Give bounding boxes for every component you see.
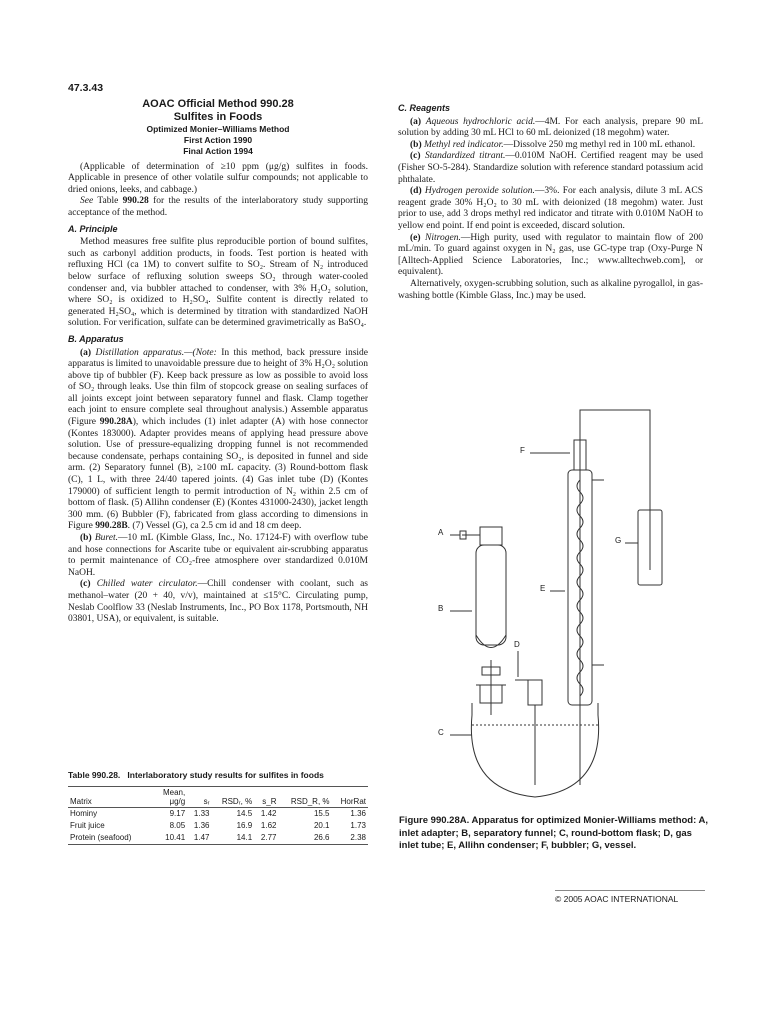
reagent-d: (d) Hydrogen peroxide solution.—3%. For each analysis, dilute 3 mL ACS reagent grade 30% H₂O₂ to 30 mL with deionized (18 megohm) water. Just prior to use, add 3 drops methyl red indicator and titrate with 0.010M NaOH to yellow end point. If end point is exceeded, discard solution.: [398, 186, 704, 231]
table-cell: 16.9: [236, 820, 253, 830]
table-cell: 9.17: [169, 808, 186, 818]
see-table-paragraph: See Table 990.28 for the results of the interlaboratory study supporting acceptance of the method.: [68, 196, 368, 218]
table-cell: 20.1: [313, 820, 330, 830]
apparatus-drawing: [410, 385, 710, 810]
table-caption: Table 990.28. Interlaboratory study results for sulfites in foods: [68, 770, 324, 780]
table-cell: 1.42: [260, 808, 277, 818]
first-action: First Action 1990: [183, 134, 253, 145]
table-cell: 26.6: [313, 832, 330, 842]
table-row: [68, 832, 368, 845]
table-cell: 10.41: [165, 832, 186, 842]
reagent-c: (c) Standardized titrant.—0.010M NaOH. Certified reagent may be used (Fisher SO-5-284). Standardize solution with reference standard potassium acid phthalate.: [398, 151, 704, 185]
table-cell: 2.77: [260, 832, 277, 842]
method-subject: Sulfites in Foods: [173, 110, 263, 123]
table-cell: 8.05: [169, 820, 186, 830]
table-header: Mean, μg/g: [162, 787, 186, 806]
table-cell: Fruit juice: [70, 820, 105, 830]
table-cell: Protein (seafood): [70, 832, 132, 842]
table-cell: 15.5: [313, 808, 330, 818]
principle-heading: A. Principle: [68, 223, 118, 234]
table-header: RSDᵣ, %: [221, 796, 253, 806]
leader-lines: [450, 453, 638, 735]
method-number: 47.3.43: [68, 82, 104, 94]
copyright: © 2005 AOAC INTERNATIONAL: [555, 894, 679, 904]
method-subtitle: Optimized Monier–Williams Method: [146, 123, 290, 134]
label-e: E: [540, 584, 546, 593]
table-cell: 14.1: [236, 832, 253, 842]
figure-caption: Figure 990.28A. Apparatus for optimized Monier-Williams method: A, inlet adapter; B, separatory funnel; C, round-bottom flask; D, gas inlet tube; E, Allihn condenser; F, bubbler; G, vessel.: [399, 815, 709, 851]
table-header: HorRat: [340, 796, 366, 806]
table-cell: 1.47: [193, 832, 210, 842]
left-column: [68, 83, 368, 626]
table-header-row: [68, 786, 368, 807]
table-row: [68, 807, 368, 820]
table-cell: Hominy: [70, 808, 98, 818]
apparatus-figure: [410, 385, 710, 810]
method-title: AOAC Official Method 990.28: [142, 97, 294, 110]
table-cell: 2.38: [350, 832, 366, 842]
bubbler: [574, 410, 650, 515]
table-header: sᵣ: [203, 796, 210, 806]
reagent-e: (e) Nitrogen.—High purity, used with regulator to maintain flow of 200 mL/min. To guard against oxygen in N₂ gas, use GC-type trap (Oxy-Purge N [Alltech-Applied Science Laboratories, Inc.; www.alltechweb.com], or equivalent).: [398, 232, 704, 278]
table-cell: 1.36: [350, 808, 366, 818]
table-header: Matrix: [70, 796, 92, 806]
final-action: Final Action 1994: [183, 145, 253, 156]
apparatus-a: (a) Distillation apparatus.—(Note: In this method, back pressure inside apparatus is limited to unavoidable pressure due to height of 3% H₂O₂ solution above tip of bubbler (F). Keep back pressure as low as possible to avoid loss of SO₂ through leaks. Use thin film of stopcock grease on sealing surfaces of all joints except joint between separatory funnel and flask. Clamp together each joint to ensure complete seal throughout analysis.) Assemble apparatus (Figure 990.28A), which includes (1) inlet adapter (A) with hose connector (Kontes 183000). Adapter provides means of applying head pressure above solution. Use of pressure-equalizing dropping funnel is not recommended because condensate, perhaps containing SO₂, is deposited in funnel and side arm. (2) Separatory funnel (B), ≥100 mL capacity. (3) Round-bottom flask (C), 1 L, with three 24/40 tapered joints. (4) Gas inlet tube (D) (Kontes 179000) of sufficient length to permit introduction of N₂ within 2.5 cm of bottom of flask. (5) Allihn condenser (E) (Kontes 431000-2430), jacket length 300 mm. (6) Bubbler (F), fabricated from glass according to dimensions in Figure 990.28B. (7) Vessel (G), ca 2.5 cm id and 18 cm deep.: [68, 347, 369, 532]
reagent-a: (a) Aqueous hydrochloric acid.—4M. For each analysis, prepare 90 mL solution by adding 30 mL HCl to 60 mL deionized (18 megohm) water.: [398, 116, 704, 139]
interlab-table: [68, 770, 368, 845]
label-a: A: [438, 528, 444, 537]
table-cell: 1.36: [193, 820, 210, 830]
label-g: G: [615, 536, 622, 545]
label-b: B: [438, 604, 444, 613]
applicability-paragraph: (Applicable of determination of ≥10 ppm (μg/g) sulfites in foods. Applicable in presence of other volatile sulfur compounds; not applicable to dried onions, leeks, and cabbage.): [68, 161, 368, 195]
apparatus-c: (c) Chilled water circulator.—Chill condenser with coolant, such as methanol–water (20 + 40, v/v), maintained at ≤15°C. Circulating pump, Neslab Coolflow 33 (Neslab Instruments, Inc., PO Box 1178, Portsmouth, NH 03801, USA), or equivalent, is suitable.: [68, 579, 369, 625]
reagent-b: (b) Methyl red indicator.—Dissolve 250 mg methyl red in 100 mL ethanol.: [410, 139, 696, 150]
reagent-alternative: Alternatively, oxygen-scrubbing solution, such as alkaline pyrogallol, in gas-washing bottle (Kimble Glass, Inc.) may be used.: [398, 278, 703, 301]
gas-inlet-tube: [515, 680, 542, 785]
label-f: F: [520, 446, 525, 455]
label-c: C: [438, 728, 444, 737]
principle-text: Method measures free sulfite plus reproducible portion of bound sulfites, such as carbonyl addition products, in foods. Test portion is heated with refluxing HCl (ca 1M) to convert sulfite to SO₂. Stream of N₂ introduced below surface of refluxing solution sweeps SO₂ through water-cooled condenser and, via bubbler attached to condenser, with 3% H₂O₂ solution, where SO₂ is oxidized to H₂SO₄. Sulfite content is directly related to generated H₂SO₄, which is determined by titration with standardized NaOH solution. For verification, sulfate can be determined gravimetrically as BaSO₄.: [68, 237, 368, 329]
apparatus-heading: B. Apparatus: [68, 333, 124, 344]
label-d: D: [514, 640, 520, 649]
table-cell: 1.73: [350, 820, 366, 830]
apparatus-b: (b) Buret.—10 mL (Kimble Glass, Inc., No. 17124-F) with overflow tube and hose connections for Ascarite tube or equivalent air-scrubbing apparatus to permit maintenance of CO₂-free atmosphere over standardized 0.010M NaOH.: [68, 533, 369, 578]
inlet-adapter: [460, 531, 480, 539]
table-cell: 1.62: [260, 820, 277, 830]
table-header: s_R: [262, 796, 277, 806]
table-header: RSD_R, %: [290, 796, 330, 806]
reagents-heading: C. Reagents: [398, 103, 451, 113]
table-row: [68, 820, 368, 832]
table-cell: 1.33: [193, 808, 210, 818]
table-cell: 14.5: [236, 808, 253, 818]
right-column: [398, 83, 703, 302]
separatory-funnel: [476, 527, 506, 715]
vessel: [638, 510, 662, 585]
footer-rule: [555, 890, 705, 891]
